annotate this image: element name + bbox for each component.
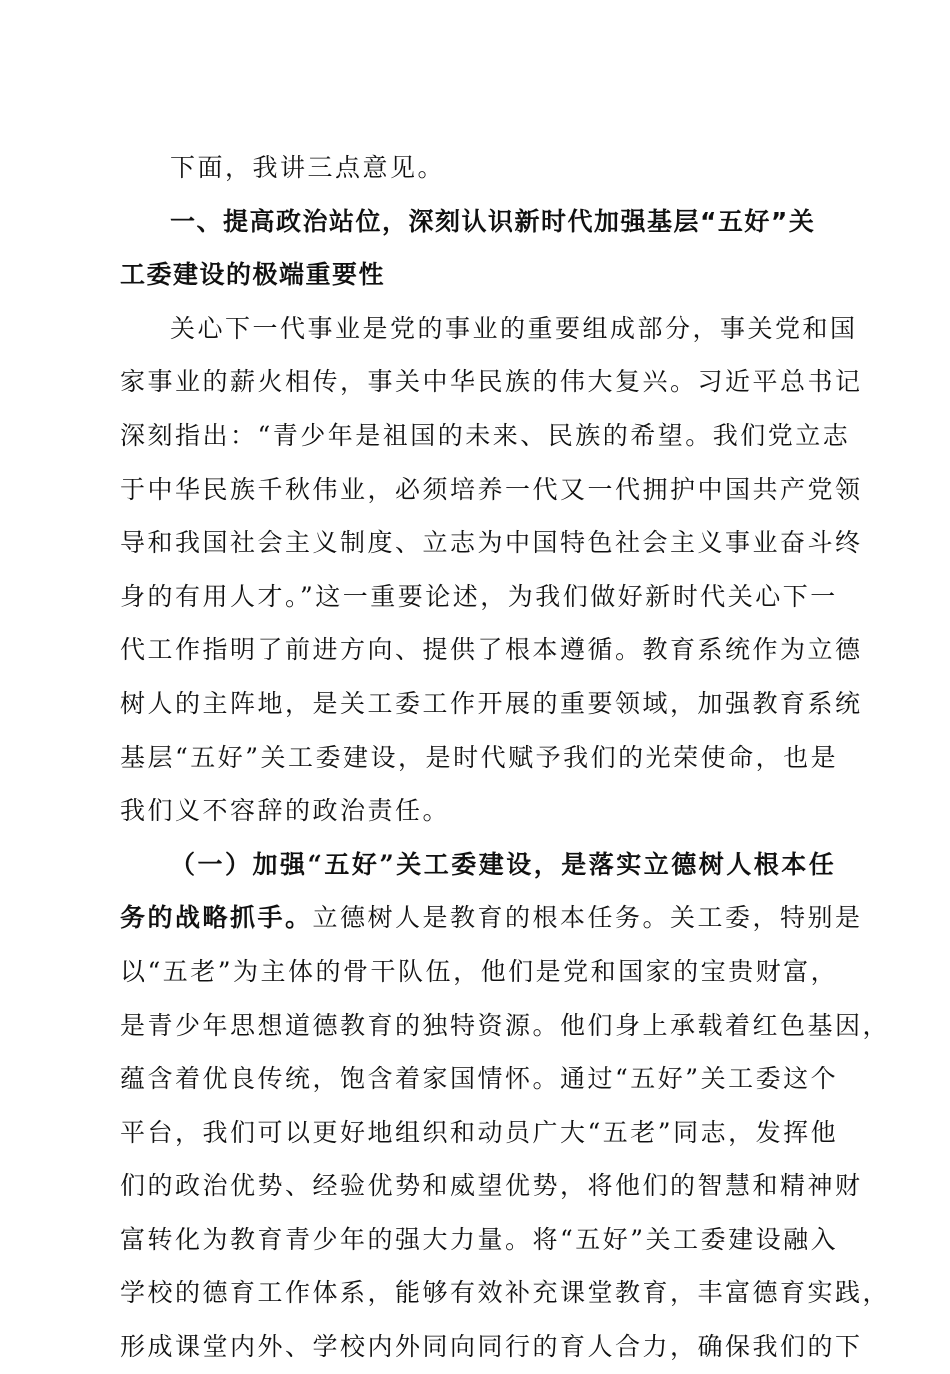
subheading-run: （一）加强“五好”关工委建设，是落实立德树人根本任	[170, 849, 837, 879]
paragraph-1-line: 于中华民族千秋伟业，必须培养一代又一代拥护中国共产党领	[120, 474, 863, 504]
paragraph-2-line: 学校的德育工作体系，能够有效补充课堂教育，丰富德育实践，	[120, 1278, 891, 1308]
document-body	[120, 141, 891, 1374]
paragraph-2-line	[120, 891, 863, 945]
paragraph-2-line: 以“五老”为主体的骨干队伍，他们是党和国家的宝贵财富，	[120, 956, 839, 986]
paragraph-2-line: 形成课堂内外、学校内外同向同行的育人合力，确保我们的下	[120, 1332, 863, 1362]
paragraph-1-line: 家事业的薪火相传，事关中华民族的伟大复兴。习近平总书记	[120, 367, 863, 397]
paragraph-1-line: 身的有用人才。”这一重要论述，为我们做好新时代关心下一	[120, 581, 838, 611]
section-heading-line-2: 工委建设的极端重要性	[120, 260, 386, 290]
paragraph-2-line: 平台，我们可以更好地组织和动员广大“五老”同志，发挥他	[120, 1117, 839, 1147]
paragraph-2-line	[120, 838, 837, 892]
paragraph-2-text: 立德树人是教育的根本任务。关工委，特别是	[312, 903, 863, 933]
paragraph-1-line: 我们义不容辞的政治责任。	[120, 796, 451, 826]
subheading-run: 务的战略抓手。	[120, 903, 313, 933]
paragraph-1-line: 深刻指出：“青少年是祖国的未来、民族的希望。我们党立志	[120, 420, 851, 450]
paragraph-1-line: 导和我国社会主义制度、立志为中国特色社会主义事业奋斗终	[120, 528, 863, 558]
paragraph-2-line: 是青少年思想道德教育的独特资源。他们身上承载着红色基因，	[120, 1010, 891, 1040]
paragraph-1-line: 基层“五好”关工委建设，是时代赋予我们的光荣使命，也是	[120, 742, 839, 772]
paragraph-2-line: 富转化为教育青少年的强大力量。将“五好”关工委建设融入	[120, 1224, 839, 1254]
paragraph-1-line: 代工作指明了前进方向、提供了根本遵循。教育系统作为立德	[120, 635, 863, 665]
section-heading-line-1: 一、提高政治站位，深刻认识新时代加强基层“五好”关	[170, 206, 816, 236]
paragraph-2-line: 们的政治优势、经验优势和威望优势，将他们的智慧和精神财	[120, 1171, 863, 1201]
intro-line: 下面，我讲三点意见。	[170, 153, 446, 182]
paragraph-2-line: 蕴含着优良传统，饱含着家国情怀。通过“五好”关工委这个	[120, 1064, 839, 1094]
paragraph-1-line: 关心下一代事业是党的事业的重要组成部分，事关党和国	[170, 313, 858, 343]
paragraph-1-line: 树人的主阵地，是关工委工作开展的重要领域，加强教育系统	[120, 688, 863, 718]
